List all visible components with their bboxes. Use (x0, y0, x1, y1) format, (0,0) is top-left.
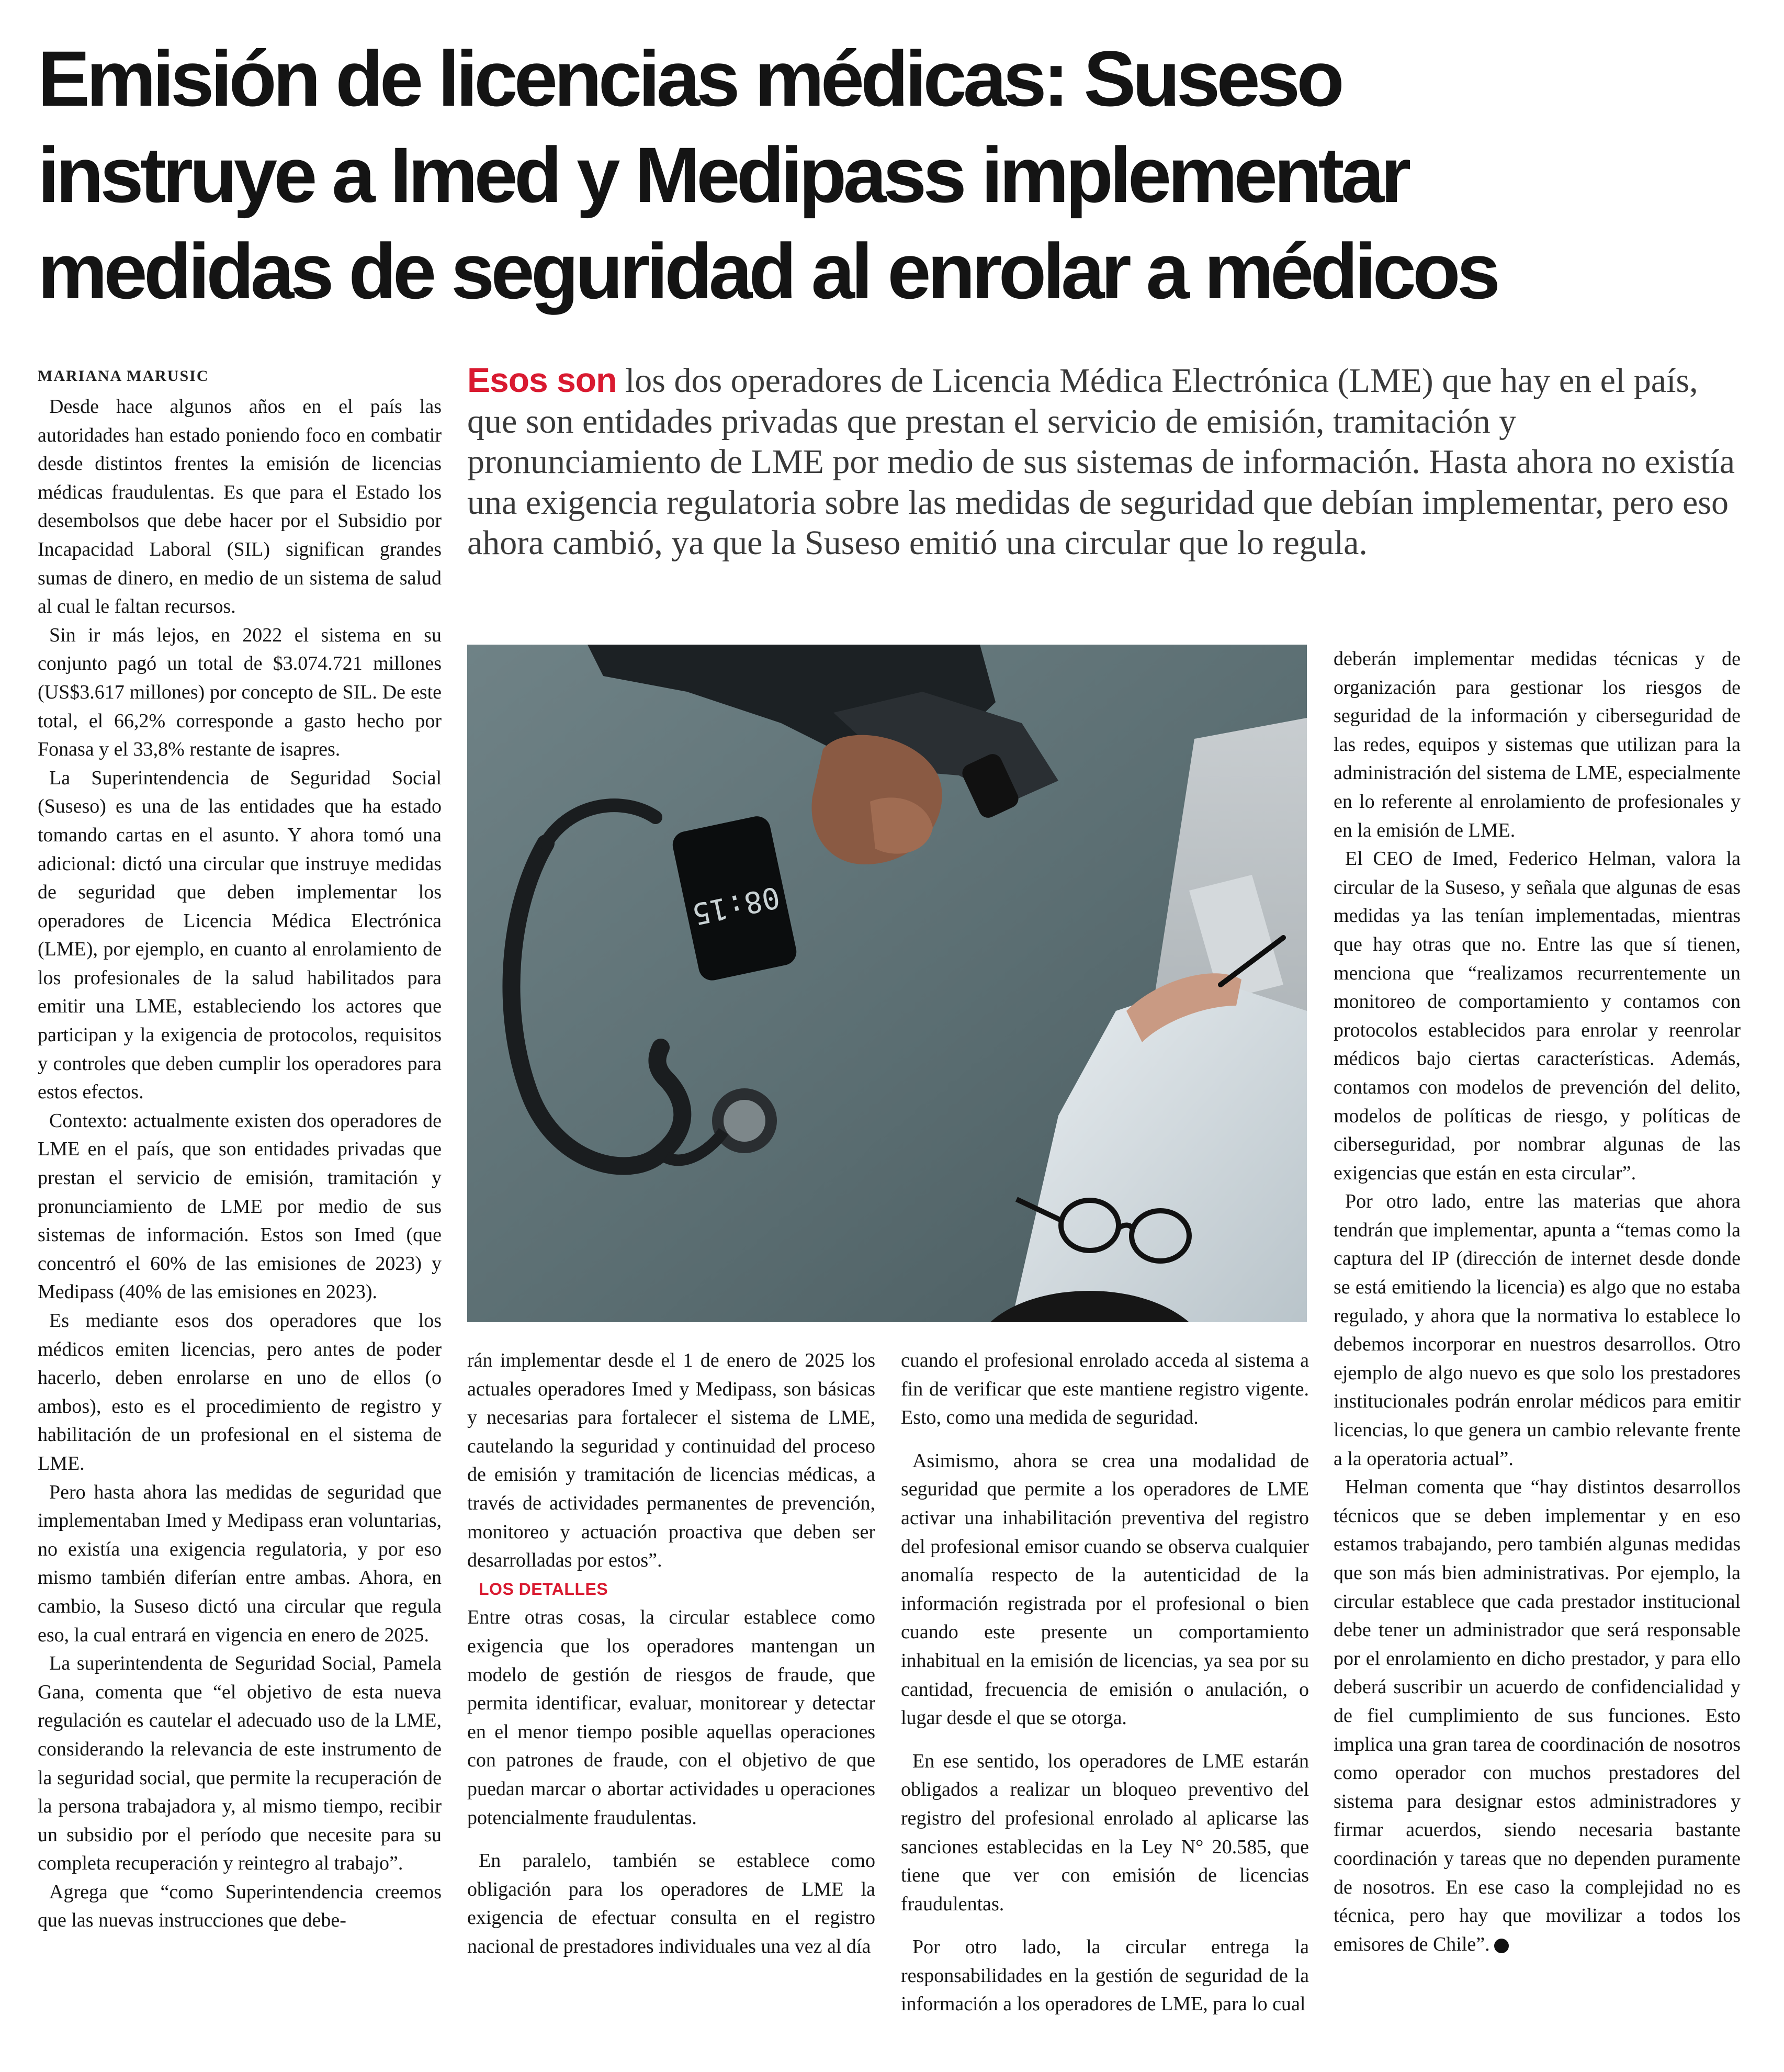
paragraph: El CEO de Imed, Federico Helman, valora la circular de la Suseso, y señala que algunas de esas medidas ya las tenían implementadas, mientras que hay otras que no. Entre las que sí tienen, menciona que “realizamos recurrentemente un monitoreo de comportamiento y contamos con protocolos establecidos para enrolar y reenrolar médicos bajo ciertas características. Además, contamos con modelos de prevención del delito, modelos de políticas de riesgo, y políticas de ciberseguridad, por nombrar algunas de las exigencias que están en esta circular”. (1334, 848, 1741, 1184)
section-subhead: LOS DETALLES (479, 1579, 608, 1598)
lead-paragraph (467, 360, 1744, 564)
headline-line-3: medidas de seguridad al enrolar a médicos (38, 227, 1497, 315)
paragraph: Asimismo, ahora se crea una modalidad de seguridad que permite a los operadores de LME activar una inhabilitación preventiva del registro del profesional emisor cuando se observa cualquier anomalía respecto de la autenticidad de la información registrada por el profesional o bien cuando este presente un comportamiento inhabitual en la emisión de licencias, ya sea por su cantidad, frecuencia de emisión o anulación, o lugar desde el que se otorga. (901, 1449, 1309, 1729)
headline (38, 30, 1754, 319)
lead-highlight: Esos son (467, 361, 617, 399)
headline-line-2: instruye a Imed y Medipass implementar (38, 131, 1408, 219)
paragraph: Sin ir más lejos, en 2022 el sistema en su conjunto pagó un total de $3.074.721 millones (US$3.617 millones) por concepto de SIL. De este total, el 66,2% corresponde a gasto hecho por Fonasa y el 33,8% restante de isapres. (38, 624, 442, 761)
paragraph: La Superintendencia de Seguridad Social (Suseso) es una de las entidades que ha estado tomando cartas en el asunto. Y ahora tomó una adicional: dictó una circular que instruye medidas de seguridad que deben implementar los operadores de Licencia Médica Electrónica (LME), por ejemplo, en cuanto al enrolamiento de los profesionales de la salud habilitados para emitir una LME, estableciendo los actores que participan y la exigencia de protocolos, requisitos y controles que deben cumplir los operadores para estos efectos. (38, 767, 442, 1103)
article-photo (467, 645, 1307, 1322)
paragraph: Agrega que “como Superintendencia creemos que las nuevas instrucciones que debe- (38, 1880, 442, 1932)
paragraph: Por otro lado, la circular entrega la responsabilidades en la gestión de seguridad de la información a los operadores de LME, para lo cual (901, 1936, 1309, 2015)
paragraph: Entre otras cosas, la circular establece como exigencia que los operadores mantengan un modelo de gestión de riesgos de fraude, que permita identificar, evaluar, monitorear y detectar en el menor tiempo posible aquellas operaciones con patrones de fraude, con el objetivo de que puedan marcar o abortar actividades u operaciones potencialmente fraudulentas. (467, 1606, 875, 1829)
paragraph: Por otro lado, entre las materias que ahora tendrán que implementar, apunta a “temas como la captura del IP (dirección de internet desde donde se está emitiendo la licencia) es algo que no estaba regulado, y ahora que la normativa lo establece lo debemos incorporar en nuestros desarrollos. Otro ejemplo de algo nuevo es que solo los prestadores institucionales podrán enrolar médicos para emitir licencias, lo que genera un cambio relevante frente a la operatoria actual”. (1334, 1190, 1741, 1470)
paragraph: Pero hasta ahora las medidas de seguridad que implementaban Imed y Medipass eran voluntarias, no existía una exigencia regulatoria, y por eso mismo también diferían entre ambas. Ahora, en cambio, la Suseso dictó una circular que regula eso, la cual entrará en vigencia en enero de 2025. (38, 1481, 442, 1646)
headline-line-1: Emisión de licencias médicas: Suseso (38, 35, 1341, 122)
paragraph: En ese sentido, los operadores de LME estarán obligados a realizar un bloqueo preventivo del registro del profesional enrolado al aplicarse las sanciones establecidas en la Ley N° 20.585, que tiene que ver con emisión de licencias fraudulentas. (901, 1750, 1309, 1915)
paragraph: Es mediante esos dos operadores que los médicos emiten licencias, pero antes de poder hacerlo, deben enrolarse en uno de ellos (o ambos), esto es el procedimiento de registro y habilitación de un profesional en el sistema de LME. (38, 1310, 442, 1474)
paragraph: rán implementar desde el 1 de enero de 2025 los actuales operadores Imed y Medipass, son básicas y necesarias para fortalecer el sistema de LME, cautelando la seguridad y continuidad del proceso de emisión y tramitación de licencias médicas, a través de actividades permanentes de prevención, monitoreo y actuación proactiva que deben ser desarrolladas por estos”. (467, 1349, 875, 1572)
column-1 (38, 392, 442, 1935)
lead-text: los dos operadores de Licencia Médica Electrónica (LME) que hay en el país, que son entidades privadas que prestan el servicio de emisión, tramitación y pronunciamiento de LME por medio de sus sistemas de información. Hasta ahora no existía una exigencia regulatoria sobre las medidas de seguridad que debían implementar, pero eso ahora cambió, ya que la Suseso emitió una circular que lo regula. (467, 362, 1735, 562)
end-of-article-icon (1494, 1939, 1509, 1953)
paragraph: La superintendenta de Seguridad Social, Pamela Gana, comenta que “el objetivo de esta nueva regulación es cautelar el adecuado uso de la LME, considerando la relevancia de este instrumento de la seguridad social, que permite la recuperación de la persona trabajadora y, al mismo tiempo, recibir un subsidio por el período que necesite para su completa recuperación y reintegro al trabajo”. (38, 1652, 442, 1875)
byline: MARIANA MARUSIC (38, 367, 209, 385)
column-4 (1334, 645, 1741, 1958)
paragraph (1334, 1473, 1741, 1958)
paragraph: En paralelo, también se establece como obligación para los operadores de LME la exigencia de efectuar consulta en el registro nacional de prestadores individuales una vez al día (467, 1850, 875, 1957)
paragraph: deberán implementar medidas técnicas y de organización para gestionar los riesgos de seguridad de la información y ciberseguridad de las redes, equipos y sistemas que utilizan para la administración del sistema de LME, especialmente en lo referente al enrolamiento de profesionales y en la emisión de LME. (1334, 648, 1741, 841)
column-2 (467, 1346, 875, 1961)
paragraph: Contexto: actualmente existen dos operadores de LME en el país, que son entidades privadas que prestan el servicio de emisión, tramitación y pronunciamiento de LME por medio de sus sistemas de información. Estos son Imed (que concentró el 60% de las emisiones de 2023) y Medipass (40% de las emisiones en 2023). (38, 1109, 442, 1303)
phone-clock: 08:15 (689, 879, 783, 931)
column-3 (901, 1346, 1309, 2019)
paragraph: cuando el profesional enrolado acceda al sistema a fin de verificar que este mantiene registro vigente. Esto, como una medida de seguridad. (901, 1349, 1309, 1429)
paragraph: Desde hace algunos años en el país las autoridades han estado poniendo foco en combatir desde distintos frentes la emisión de licencias médicas fraudulentas. Es que para el Estado los desembolsos que debe hacer por el Subsidio por Incapacidad Laboral (SIL) significan grandes sumas de dinero, en medio de un sistema de salud al cual le faltan recursos. (38, 396, 442, 618)
paragraph-text: Helman comenta que “hay distintos desarrollos técnicos que se deben implementar y en eso estamos trabajando, pero también algunas medidas que son más bien administrativas. Por ejemplo, la circular establece que cada prestador institucional debe tener un administrador que será responsable por el enrolamiento en dicho prestador, y para ello deberá suscribir un acuerdo de confidencialidad y de fiel cumplimiento de sus funciones. Esto implica una gran tarea de coordinación de nosotros como operador con muchos prestadores del sistema para designar estos administradores y firmar acuerdos, siendo necesaria bastante coordinación y tareas que no dependen puramente de nosotros. En ese caso la complejidad no es técnica, pero hay que movilizar a todos los emisores de Chile”. (1334, 1476, 1741, 1955)
photo-illustration (467, 645, 1307, 1322)
